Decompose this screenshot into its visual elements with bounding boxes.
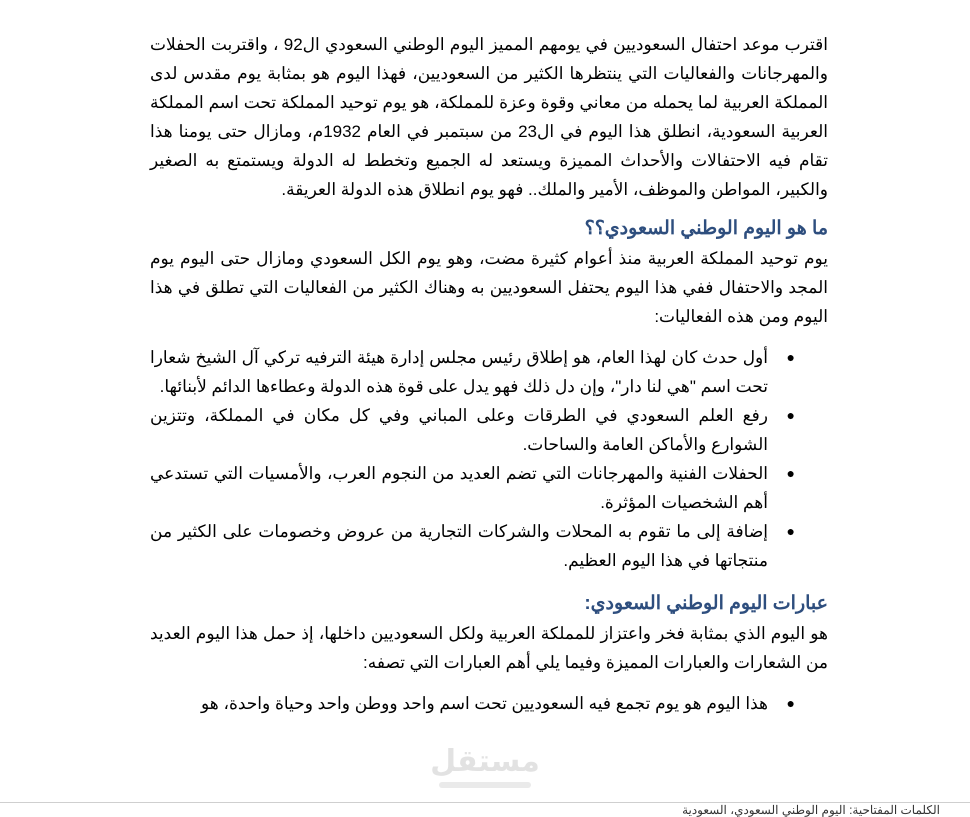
footer-text: الكلمات المفتاحية: اليوم الوطني السعودي، السعودية [682, 803, 940, 817]
section1-paragraph: يوم توحيد المملكة العربية منذ أعوام كثيرة مضت، وهو يوم الكل السعودي ومازال حتى اليوم يوم المجد والاحتفال ففي هذا اليوم يحتفل السعوديين به وهناك الكثير من الفعاليات التي تطلق في هذا اليوم ومن هذه الفعاليات: [150, 249, 828, 326]
watermark-logo [425, 742, 545, 792]
article-body [150, 30, 828, 718]
list-item [150, 401, 828, 459]
bullet-icon: ● [786, 349, 795, 365]
list-item-text: أول حدث كان لهذا العام، هو إطلاق رئيس مجلس إدارة هيئة الترفيه تركي آل الشيخ شعارا تحت اسم "هي لنا دار"، وإن دل ذلك فهو يدل على قوة هذه الدولة وعطاءها الدائم لأبنائها. [150, 348, 768, 396]
list-item [150, 459, 828, 517]
list-item-text: الحفلات الفنية والمهرجانات التي تضم العديد من النجوم العرب، والأمسيات التي تستدعي أهم الشخصيات المؤثرة. [150, 464, 768, 512]
intro-paragraph: اقترب موعد احتفال السعوديين في يومهم المميز اليوم الوطني السعودي ال92 ، واقتربت الحفلات والمهرجانات والفعاليات التي ينتظرها الكثير من السعوديين، فهذا اليوم هو بمثابة يوم مقدس لدى المملكة العربية لما يحمله من معاني وقوة وعزة للمملكة، هو يوم توحيد المملكة تحت اسم المملكة العربية السعودية، انطلق هذا اليوم في ال23 من سبتمبر في العام 1932م، ومازال حتى يومنا هذا تقام فيه الاحتفالات والأحداث المميزة ويستعد له الجميع وتخطط له الدولة ويستمتع به الصغير والكبير، المواطن والموظف، الأمير والملك.. فهو يوم انطلاق هذه الدولة العريقة. [150, 35, 828, 199]
bullet-icon: ● [786, 407, 795, 423]
list-item-text: إضافة إلى ما تقوم به المحلات والشركات التجارية من عروض وخصومات على الكثير من منتجاتها في هذا اليوم العظيم. [150, 522, 768, 570]
bullet-icon: ● [786, 695, 795, 711]
phrases-list [150, 689, 828, 718]
bullet-icon: ● [786, 465, 795, 481]
list-item [150, 689, 828, 718]
watermark-text: مستقل [430, 744, 540, 779]
section-heading-national-day: ما هو اليوم الوطني السعودي؟؟ [584, 218, 828, 239]
section-heading-phrases: عبارات اليوم الوطني السعودي: [584, 593, 828, 614]
events-list [150, 343, 828, 575]
list-item-text: هذا اليوم هو يوم تجمع فيه السعوديين تحت اسم واحد ووطن واحد وحياة واحدة، هو [201, 694, 768, 713]
watermark-underline [439, 782, 531, 788]
bullet-icon: ● [786, 523, 795, 539]
section2-paragraph: هو اليوم الذي بمثابة فخر واعتزاز للمملكة العربية ولكل السعوديين داخلها، إذ حمل هذا اليوم العديد من الشعارات والعبارات المميزة وفيما يلي أهم العبارات التي تصفه: [150, 624, 828, 672]
list-item-text: رفع العلم السعودي في الطرقات وعلى المباني وفي كل مكان في المملكة، وتتزين الشوارع والأماكن العامة والساحات. [150, 406, 768, 454]
footer-bar [0, 802, 970, 817]
list-item [150, 343, 828, 401]
list-item [150, 517, 828, 575]
